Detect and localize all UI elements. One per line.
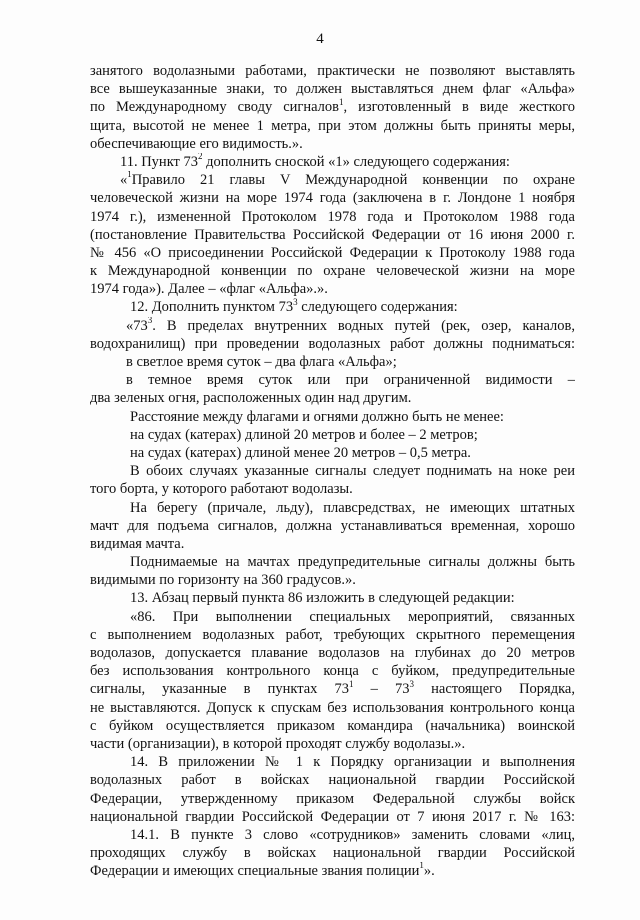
text-line: на судах (катерах) длиной менее 20 метров – 0,5 метра. [130, 444, 471, 461]
text-line: мачт для подъема сигналов, должна устанавливаться временная, хорошо [90, 517, 575, 534]
text-line: части (организации), в которой проходят службу водолазы.». [90, 735, 466, 752]
text-line: два зеленых огня, расположенных один над другим. [90, 390, 412, 407]
text-line: с буйком осуществляется приказом командира (начальника) воинской [90, 717, 575, 734]
text-line: На берегу (причале, льду), плавсредствах, не имеющих штатных [130, 499, 575, 516]
text-line: видимыми по горизонту на 360 градусов.». [90, 572, 356, 589]
text-line: 14. В приложении № 1 к Порядку организации и выполнения [130, 754, 575, 771]
text-line: обеспечивающие его видимость.». [90, 135, 303, 152]
text-line: водолазов, допускается плавание водолазов на глубинах до 20 метров [90, 645, 575, 661]
text-line: видимая мачта. [90, 535, 185, 552]
text-line: «86. При выполнении специальных мероприятий, связанных [130, 608, 575, 625]
text-line: № 456 «О присоединении Российской Федерации к Протоколу 1988 года [90, 244, 575, 261]
text-line: сигналы, указанные в пунктах $73^1 - 73^3$ настоящего Порядка, [90, 680, 575, 698]
text-line: без использования контрольного конца с буйком, предупредительные [90, 663, 575, 680]
text-line: 1974 года»). Далее – «флаг «Альфа».». [90, 281, 328, 298]
text-line: национальной гвардии Российской Федерации от 7 июня 2017 г. № 163: [90, 808, 575, 825]
text-line: к Международной конвенции по охране человеческой жизни на море [90, 263, 575, 280]
text-line: 11. Пункт $73^2$ дополнить сноской «1» следующего содержания: [120, 152, 510, 170]
text-line: «$73^3$. В пределах внутренних водных путей (рек, озер, каналов, [126, 316, 575, 334]
text-line: 13. Абзац первый пункта 86 изложить в следующей редакции: [130, 590, 515, 607]
text-line: Поднимаемые на мачтах предупредительные сигналы должны быть [130, 554, 575, 571]
text-line: щита, высотой не менее 1 метра, при этом должны быть приняты меры, [90, 117, 575, 134]
text-line: в светлое время суток – два флага «Альфа»; [126, 354, 397, 370]
text-line: 12. Дополнить пунктом $73^3$ следующего содержания: [130, 298, 458, 316]
text-line: того борта, у которого работают водолазы. [90, 481, 353, 498]
text-line: 1974 г.), измененной Протоколом 1978 года и Протоколом 1988 года [90, 208, 575, 225]
text-line: по Международному своду сигналов$^1$, изготовленный в виде жесткого [90, 98, 575, 116]
text-line: с выполнением водолазных работ, требующих скрытного перемещения [90, 626, 575, 643]
text-line: Расстояние между флагами и огнями должно быть не менее: [130, 408, 504, 425]
text-line: проходящих службу в войсках национальной гвардии Российской [90, 845, 575, 862]
text-line: водолазных работ в войсках национальной гвардии Российской [90, 772, 575, 789]
text-line: в темное время суток или при ограниченной видимости – [126, 372, 575, 389]
text-line: человеческой жизни на море 1974 года (заключена в г. Лондоне 1 ноября [90, 190, 575, 207]
text-line: В обоих случаях указанные сигналы следует поднимать на ноке реи [130, 463, 575, 480]
text-line: 14.1. В пункте 3 слово «сотрудников» заменить словами «лиц, [130, 826, 575, 843]
text-line: Федерации и имеющих специальные звания полиции$^1$». [90, 862, 435, 880]
page-number: 4 [316, 31, 324, 47]
text-line: не выставляются. Допуск к спускам без использования контрольного конца [90, 699, 575, 716]
text-line: все вышеуказанные знаки, то должен выставляться днем флаг «Альфа» [90, 81, 575, 98]
text-line: на судах (катерах) длиной 20 метров и более – 2 метров; [130, 426, 478, 443]
text-line: занятого водолазными работами, практически не позволяют выставлять [90, 63, 575, 79]
text-line: (постановление Правительства Российской Федерации от 16 июня 2000 г. [90, 226, 575, 243]
text-line: Федерации, утвержденному приказом Федеральной службы войск [90, 790, 575, 807]
document-body [90, 62, 575, 880]
text-line: «$^1$Правило 21 главы V Международной конвенции по охране [120, 171, 575, 189]
text-line: водохранилищ) при проведении водолазных работ должны подниматься: [90, 335, 575, 352]
